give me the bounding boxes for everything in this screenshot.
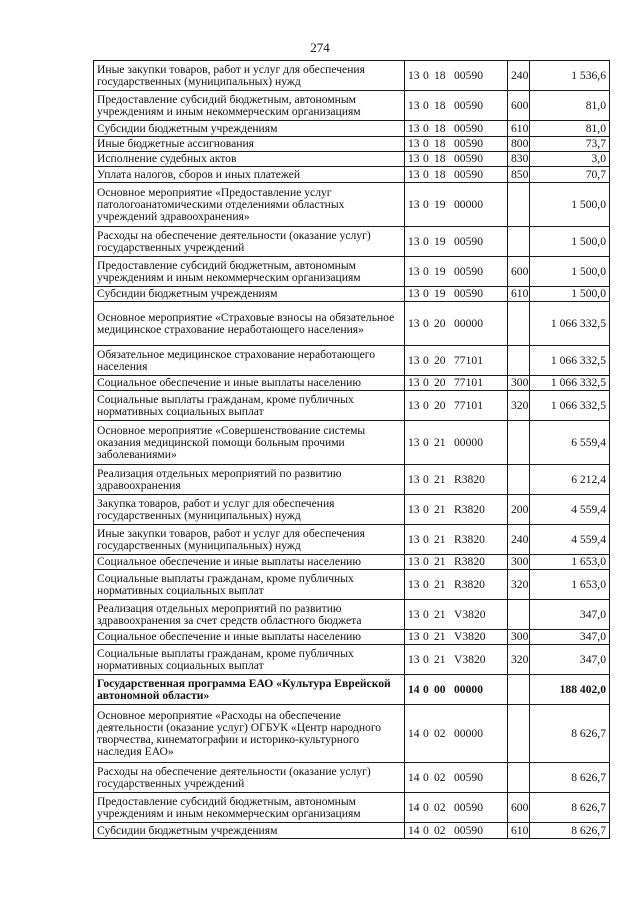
row-amount: 188 402,0 [530, 675, 610, 705]
row-name: Социальное обеспечение и иные выплаты населению [94, 376, 405, 391]
table-row [94, 376, 610, 391]
row-name: Государственная программа ЕАО «Культура Еврейской автономной области» [94, 675, 405, 705]
budget-table [93, 60, 610, 839]
code-direction: 00590 [454, 234, 483, 248]
code-subprogram: 0 [423, 98, 429, 112]
code-measure: 21 [434, 502, 446, 516]
row-code [405, 302, 508, 346]
row-code [405, 555, 508, 570]
row-name: Социальные выплаты гражданам, кроме публичных нормативных социальных выплат [94, 645, 405, 675]
code-program: 13 [408, 152, 420, 165]
code-measure: 19 [434, 197, 446, 211]
row-name: Основное мероприятие «Расходы на обеспечение деятельности (оказание услуг) ОГБУК «Центр народного творчества, кинематографии и историко-культурного наследия ЕАО» [94, 705, 405, 763]
row-expense-type [508, 705, 530, 763]
row-name: Основное мероприятие «Совершенствование системы оказания медицинской помощи больным прочими заболеваниями» [94, 421, 405, 465]
table-row [94, 227, 610, 257]
code-direction: R3820 [454, 555, 485, 568]
row-name: Социальные выплаты гражданам, кроме публичных нормативных социальных выплат [94, 391, 405, 421]
row-amount: 70,7 [530, 167, 610, 183]
row-expense-type: 240 [508, 61, 530, 91]
code-measure: 18 [434, 152, 446, 165]
code-direction: 00590 [454, 287, 483, 300]
code-program: 13 [408, 652, 420, 666]
row-code [405, 645, 508, 675]
code-program: 13 [408, 398, 420, 412]
row-amount: 1 066 332,5 [530, 391, 610, 421]
row-code [405, 391, 508, 421]
code-subprogram: 0 [423, 287, 429, 300]
code-subprogram: 0 [423, 607, 429, 621]
code-program: 13 [408, 577, 420, 591]
row-amount: 4 559,4 [530, 495, 610, 525]
code-program: 13 [408, 264, 420, 278]
row-code [405, 376, 508, 391]
row-code [405, 705, 508, 763]
row-amount: 1 066 332,5 [530, 346, 610, 376]
code-subprogram: 0 [423, 68, 429, 82]
row-code [405, 525, 508, 555]
code-measure: 19 [434, 264, 446, 278]
code-direction: 77101 [454, 376, 483, 389]
code-direction: R3820 [454, 577, 485, 591]
code-measure: 02 [434, 800, 446, 814]
row-amount: 347,0 [530, 600, 610, 630]
row-amount: 4 559,4 [530, 525, 610, 555]
row-expense-type: 320 [508, 645, 530, 675]
code-measure: 21 [434, 630, 446, 643]
row-expense-type: 240 [508, 525, 530, 555]
table-row [94, 630, 610, 645]
row-expense-type [508, 302, 530, 346]
row-code [405, 121, 508, 137]
code-subprogram: 0 [423, 472, 429, 486]
code-direction: V3820 [454, 630, 486, 643]
code-subprogram: 0 [423, 137, 429, 150]
table-row [94, 346, 610, 376]
table-row [94, 555, 610, 570]
row-expense-type [508, 421, 530, 465]
code-direction: R3820 [454, 532, 485, 546]
row-name: Реализация отдельных мероприятий по развитию здравоохранения [94, 465, 405, 495]
table-row [94, 257, 610, 287]
code-program: 14 [408, 823, 420, 837]
table-row [94, 91, 610, 121]
row-name: Субсидии бюджетным учреждениям [94, 823, 405, 839]
row-name: Иные закупки товаров, работ и услуг для обеспечения государственных (муниципальных) нужд [94, 61, 405, 91]
row-expense-type [508, 600, 530, 630]
row-amount: 1 500,0 [530, 227, 610, 257]
code-program: 13 [408, 316, 420, 330]
row-name: Реализация отдельных мероприятий по развитию здравоохранения за счет средств областного бюджета [94, 600, 405, 630]
table-row [94, 465, 610, 495]
code-program: 13 [408, 167, 420, 181]
code-direction: 00590 [454, 800, 483, 814]
row-amount: 347,0 [530, 645, 610, 675]
code-direction: 77101 [454, 353, 483, 367]
row-code [405, 570, 508, 600]
code-subprogram: 0 [423, 800, 429, 814]
code-subprogram: 0 [423, 353, 429, 367]
code-measure: 18 [434, 68, 446, 82]
row-expense-type: 800 [508, 137, 530, 152]
code-subprogram: 0 [423, 167, 429, 181]
row-amount: 1 536,6 [530, 61, 610, 91]
code-subprogram: 0 [423, 197, 429, 211]
row-expense-type: 300 [508, 630, 530, 645]
row-amount: 81,0 [530, 91, 610, 121]
row-expense-type: 610 [508, 121, 530, 137]
code-measure: 18 [434, 98, 446, 112]
code-subprogram: 0 [423, 234, 429, 248]
table-row [94, 645, 610, 675]
code-subprogram: 0 [423, 316, 429, 330]
table-row [94, 421, 610, 465]
code-program: 14 [408, 800, 420, 814]
code-subprogram: 0 [423, 555, 429, 568]
code-subprogram: 0 [423, 652, 429, 666]
code-measure: 20 [434, 376, 446, 389]
code-program: 13 [408, 121, 420, 135]
code-program: 13 [408, 197, 420, 211]
page-number: 274 [310, 40, 330, 55]
row-expense-type: 320 [508, 391, 530, 421]
code-direction: R3820 [454, 502, 485, 516]
row-expense-type [508, 763, 530, 793]
code-program: 13 [408, 630, 420, 643]
row-code [405, 183, 508, 227]
code-program: 13 [408, 502, 420, 516]
table-row [94, 137, 610, 152]
row-amount: 1 653,0 [530, 555, 610, 570]
row-amount: 1 500,0 [530, 257, 610, 287]
row-code [405, 91, 508, 121]
code-subprogram: 0 [423, 435, 429, 449]
row-expense-type [508, 346, 530, 376]
row-name: Исполнение судебных актов [94, 152, 405, 167]
row-expense-type: 600 [508, 91, 530, 121]
row-code [405, 346, 508, 376]
code-direction: 00590 [454, 98, 483, 112]
row-code [405, 600, 508, 630]
code-measure: 00 [434, 682, 446, 696]
row-name: Расходы на обеспечение деятельности (оказание услуг) государственных учреждений [94, 763, 405, 793]
table-row [94, 152, 610, 167]
row-amount: 347,0 [530, 630, 610, 645]
code-program: 13 [408, 555, 420, 568]
row-amount: 81,0 [530, 121, 610, 137]
code-direction: 00590 [454, 167, 483, 181]
row-expense-type: 300 [508, 555, 530, 570]
table-row [94, 525, 610, 555]
code-direction: 00000 [454, 682, 483, 696]
code-subprogram: 0 [423, 264, 429, 278]
code-direction: 00000 [454, 197, 483, 211]
code-subprogram: 0 [423, 532, 429, 546]
row-name: Иные закупки товаров, работ и услуг для обеспечения государственных (муниципальных) нужд [94, 525, 405, 555]
code-direction: 00590 [454, 121, 483, 135]
row-code [405, 763, 508, 793]
row-name: Закупка товаров, работ и услуг для обеспечения государственных (муниципальных) нужд [94, 495, 405, 525]
table-row [94, 570, 610, 600]
row-name: Социальное обеспечение и иные выплаты населению [94, 630, 405, 645]
row-code [405, 61, 508, 91]
row-name: Расходы на обеспечение деятельности (оказание услуг) государственных учреждений [94, 227, 405, 257]
row-expense-type: 830 [508, 152, 530, 167]
table-row [94, 183, 610, 227]
code-direction: 00590 [454, 137, 483, 150]
code-measure: 19 [434, 234, 446, 248]
row-name: Основное мероприятие «Страховые взносы на обязательное медицинское страхование неработающего населения» [94, 302, 405, 346]
code-measure: 21 [434, 652, 446, 666]
code-subprogram: 0 [423, 770, 429, 784]
row-expense-type [508, 465, 530, 495]
code-measure: 20 [434, 316, 446, 330]
code-measure: 02 [434, 726, 446, 740]
code-subprogram: 0 [423, 502, 429, 516]
row-amount: 1 066 332,5 [530, 376, 610, 391]
code-program: 13 [408, 98, 420, 112]
row-code [405, 421, 508, 465]
code-subprogram: 0 [423, 398, 429, 412]
code-measure: 21 [434, 532, 446, 546]
code-direction: 00590 [454, 823, 483, 837]
table-row [94, 302, 610, 346]
code-program: 14 [408, 770, 420, 784]
table-row [94, 823, 610, 839]
code-subprogram: 0 [423, 630, 429, 643]
row-code [405, 167, 508, 183]
row-amount: 3,0 [530, 152, 610, 167]
table-row [94, 121, 610, 137]
code-measure: 20 [434, 353, 446, 367]
code-program: 14 [408, 682, 420, 696]
code-direction: 00000 [454, 435, 483, 449]
row-name: Основное мероприятие «Предоставление услуг патологоанатомическими отделениями областных учреждений здравоохранения» [94, 183, 405, 227]
code-program: 13 [408, 353, 420, 367]
code-measure: 21 [434, 577, 446, 591]
code-measure: 18 [434, 167, 446, 181]
row-code [405, 675, 508, 705]
row-code [405, 227, 508, 257]
table-row [94, 61, 610, 91]
row-amount: 1 653,0 [530, 570, 610, 600]
table-row [94, 391, 610, 421]
code-direction: 00590 [454, 264, 483, 278]
row-amount: 73,7 [530, 137, 610, 152]
row-expense-type: 610 [508, 287, 530, 302]
code-measure: 20 [434, 398, 446, 412]
table-row [94, 287, 610, 302]
row-name: Субсидии бюджетным учреждениям [94, 121, 405, 137]
row-expense-type: 300 [508, 376, 530, 391]
row-code [405, 137, 508, 152]
row-name: Предоставление субсидий бюджетным, автономным учреждениям и иным некоммерческим организациям [94, 91, 405, 121]
code-direction: R3820 [454, 472, 485, 486]
row-code [405, 257, 508, 287]
code-program: 13 [408, 607, 420, 621]
row-expense-type: 850 [508, 167, 530, 183]
row-expense-type [508, 675, 530, 705]
row-name: Иные бюджетные ассигнования [94, 137, 405, 152]
budget-table-body [94, 61, 610, 839]
code-program: 13 [408, 435, 420, 449]
code-measure: 21 [434, 555, 446, 568]
row-name: Предоставление субсидий бюджетным, автономным учреждениям и иным некоммерческим организациям [94, 793, 405, 823]
row-expense-type [508, 227, 530, 257]
code-subprogram: 0 [423, 823, 429, 837]
row-amount: 8 626,7 [530, 823, 610, 839]
code-subprogram: 0 [423, 726, 429, 740]
table-row [94, 495, 610, 525]
code-program: 13 [408, 137, 420, 150]
row-amount: 8 626,7 [530, 705, 610, 763]
row-amount: 6 212,4 [530, 465, 610, 495]
code-measure: 18 [434, 121, 446, 135]
code-measure: 02 [434, 770, 446, 784]
table-row [94, 705, 610, 763]
row-name: Социальное обеспечение и иные выплаты населению [94, 555, 405, 570]
row-code [405, 287, 508, 302]
row-expense-type: 610 [508, 823, 530, 839]
row-code [405, 630, 508, 645]
row-name: Обязательное медицинское страхование неработающего населения [94, 346, 405, 376]
row-amount: 6 559,4 [530, 421, 610, 465]
row-code [405, 823, 508, 839]
row-name: Предоставление субсидий бюджетным, автономным учреждениям и иным некоммерческим организациям [94, 257, 405, 287]
row-code [405, 495, 508, 525]
code-measure: 21 [434, 607, 446, 621]
code-direction: 00590 [454, 770, 483, 784]
table-row [94, 600, 610, 630]
code-program: 13 [408, 287, 420, 300]
code-direction: 00590 [454, 152, 483, 165]
code-direction: 00000 [454, 316, 483, 330]
code-subprogram: 0 [423, 682, 429, 696]
row-expense-type: 200 [508, 495, 530, 525]
code-program: 14 [408, 726, 420, 740]
code-program: 13 [408, 472, 420, 486]
row-code [405, 465, 508, 495]
code-measure: 18 [434, 137, 446, 150]
table-row [94, 793, 610, 823]
code-measure: 19 [434, 287, 446, 300]
code-direction: 77101 [454, 398, 483, 412]
row-expense-type [508, 183, 530, 227]
row-amount: 8 626,7 [530, 763, 610, 793]
table-row [94, 167, 610, 183]
row-code [405, 793, 508, 823]
row-amount: 8 626,7 [530, 793, 610, 823]
code-subprogram: 0 [423, 577, 429, 591]
code-direction: V3820 [454, 652, 486, 666]
row-expense-type: 600 [508, 793, 530, 823]
row-amount: 1 500,0 [530, 183, 610, 227]
code-program: 13 [408, 532, 420, 546]
code-program: 13 [408, 234, 420, 248]
code-direction: 00590 [454, 68, 483, 82]
code-subprogram: 0 [423, 376, 429, 389]
table-row [94, 763, 610, 793]
row-amount: 1 500,0 [530, 287, 610, 302]
code-subprogram: 0 [423, 152, 429, 165]
code-program: 13 [408, 68, 420, 82]
code-direction: V3820 [454, 607, 486, 621]
row-expense-type: 600 [508, 257, 530, 287]
code-subprogram: 0 [423, 121, 429, 135]
row-code [405, 152, 508, 167]
code-measure: 21 [434, 472, 446, 486]
row-name: Социальные выплаты гражданам, кроме публичных нормативных социальных выплат [94, 570, 405, 600]
row-name: Уплата налогов, сборов и иных платежей [94, 167, 405, 183]
code-program: 13 [408, 376, 420, 389]
table-row [94, 675, 610, 705]
row-name: Субсидии бюджетным учреждениям [94, 287, 405, 302]
row-expense-type: 320 [508, 570, 530, 600]
row-amount: 1 066 332,5 [530, 302, 610, 346]
code-direction: 00000 [454, 726, 483, 740]
code-measure: 02 [434, 823, 446, 837]
code-measure: 21 [434, 435, 446, 449]
